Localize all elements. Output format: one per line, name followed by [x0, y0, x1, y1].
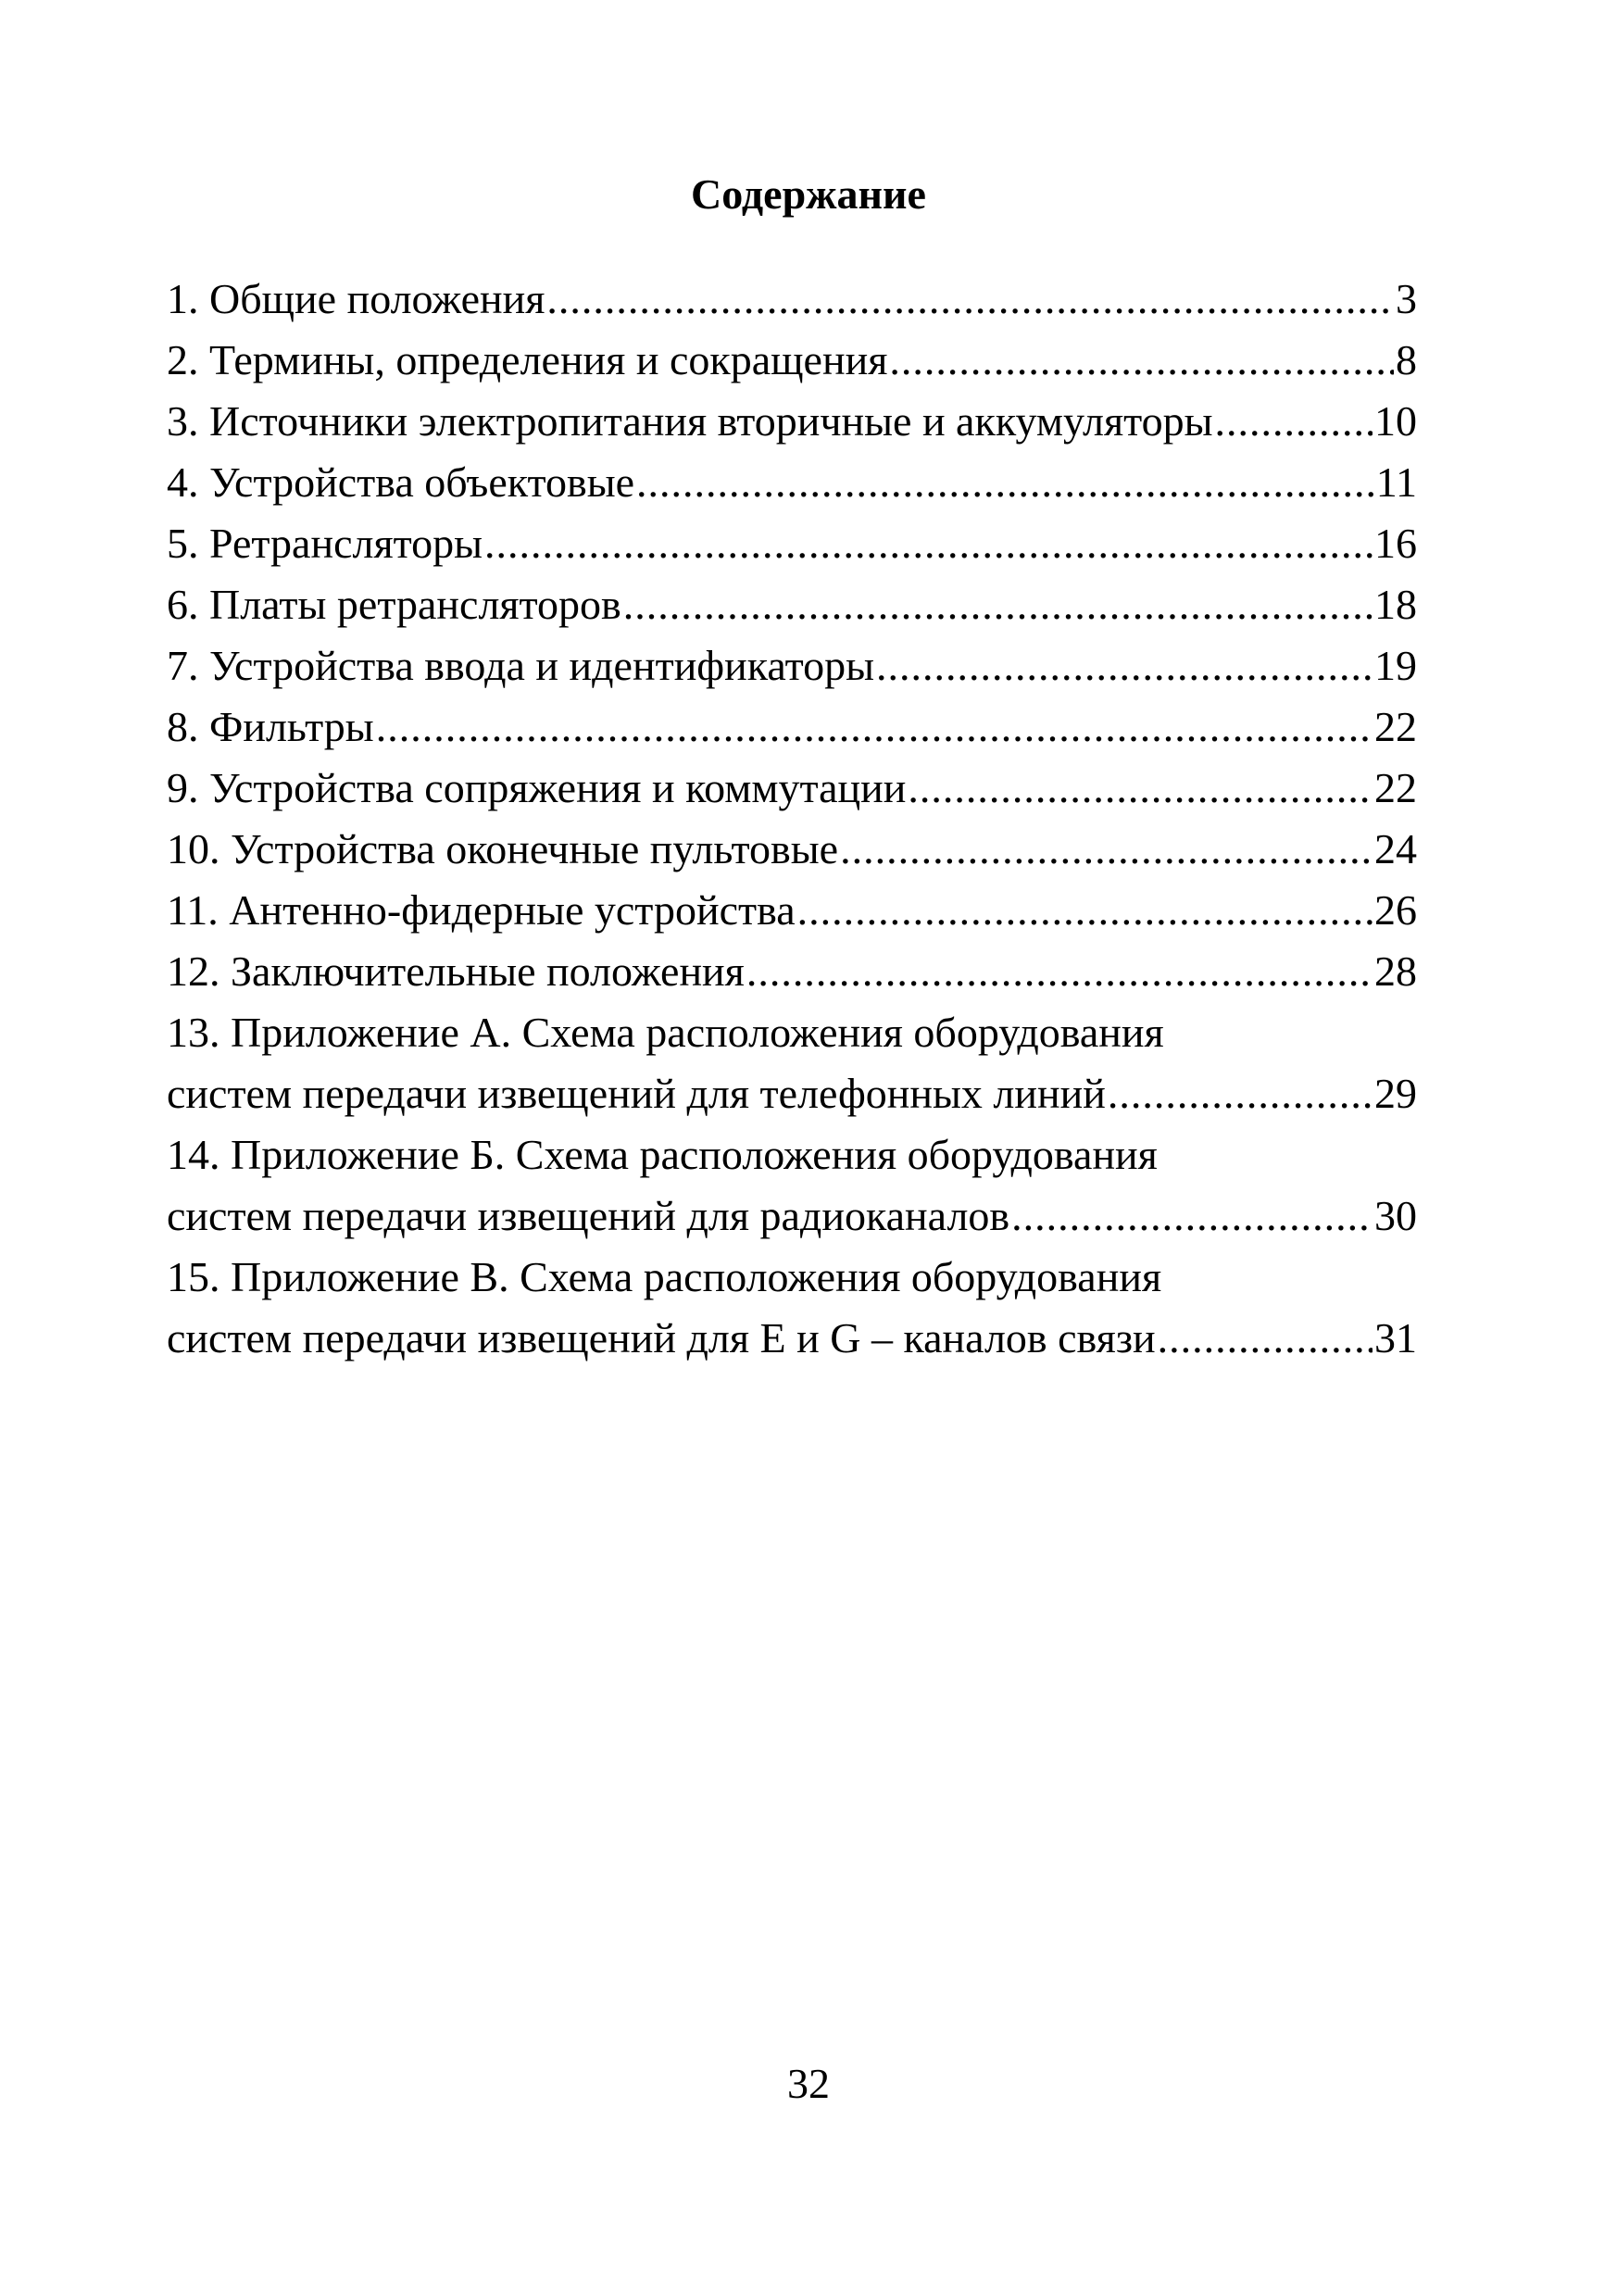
- toc-entry-10[interactable]: [167, 819, 1417, 880]
- toc-entry-page: 8: [1396, 336, 1417, 383]
- toc-entry-text: 11. Антенно-фидерные устройства: [167, 886, 796, 934]
- dot-leader: [908, 758, 1373, 819]
- toc-entry-first-line: 15. Приложение В. Схема расположения оборудования: [167, 1253, 1162, 1300]
- toc-entry-page: 30: [1374, 1192, 1417, 1239]
- dot-leader: [797, 880, 1373, 941]
- dot-leader: [840, 819, 1373, 880]
- toc-entry-6[interactable]: [167, 574, 1417, 635]
- toc-entry-text: систем передачи извещений для телефонных линий: [167, 1070, 1106, 1117]
- toc-entry-15[interactable]: [167, 1247, 1417, 1369]
- toc-entry-page: 31: [1374, 1314, 1417, 1361]
- toc-entry-2[interactable]: [167, 330, 1417, 391]
- toc-entry-page: 10: [1374, 397, 1417, 445]
- toc-entry-8[interactable]: [167, 696, 1417, 758]
- toc-entry-text: систем передачи извещений для радиоканалов: [167, 1192, 1010, 1239]
- toc-entry-text: 4. Устройства объектовые: [167, 458, 635, 506]
- toc-entry-page: 22: [1374, 703, 1417, 750]
- toc-entry-text: 8. Фильтры: [167, 703, 374, 750]
- toc-entry-text: 6. Платы ретрансляторов: [167, 581, 621, 628]
- toc-entry-4[interactable]: [167, 452, 1417, 513]
- toc-entry-1[interactable]: [167, 269, 1417, 330]
- toc-entry-3[interactable]: [167, 391, 1417, 452]
- toc-entry-page: 16: [1374, 520, 1417, 567]
- toc-entry-page: 24: [1374, 825, 1417, 872]
- toc-entry-5[interactable]: [167, 513, 1417, 574]
- dot-leader: [546, 269, 1394, 330]
- dot-leader: [1011, 1186, 1373, 1247]
- toc-entry-page: 22: [1374, 764, 1417, 811]
- toc-entry-9[interactable]: [167, 758, 1417, 819]
- toc-entry-page: 26: [1374, 886, 1417, 934]
- toc-entry-page: 29: [1374, 1070, 1417, 1117]
- dot-leader: [484, 513, 1373, 574]
- toc-entry-text: 1. Общие положения: [167, 275, 545, 322]
- toc-entry-first-line: 13. Приложение А. Схема расположения оборудования: [167, 1009, 1164, 1056]
- toc-entry-7[interactable]: [167, 635, 1417, 696]
- dot-leader: [1108, 1063, 1373, 1124]
- toc-entry-text: 7. Устройства ввода и идентификаторы: [167, 642, 875, 689]
- toc-entry-page: 11: [1375, 458, 1417, 506]
- dot-leader: [636, 452, 1374, 513]
- toc-entry-page: 3: [1396, 275, 1417, 322]
- toc-entry-text: 2. Термины, определения и сокращения: [167, 336, 888, 383]
- toc-entry-text: систем передачи извещений для E и G – каналов связи: [167, 1314, 1156, 1361]
- dot-leader: [623, 574, 1373, 635]
- table-of-contents: [167, 269, 1417, 1369]
- page-title: Содержание: [691, 170, 926, 218]
- toc-entry-11[interactable]: [167, 880, 1417, 941]
- toc-entry-page: 28: [1374, 947, 1417, 995]
- dot-leader: [746, 941, 1373, 1002]
- toc-entry-13[interactable]: [167, 1002, 1417, 1124]
- toc-entry-page: 19: [1374, 642, 1417, 689]
- toc-entry-text: 9. Устройства сопряжения и коммутации: [167, 764, 907, 811]
- toc-entry-14[interactable]: [167, 1124, 1417, 1247]
- toc-entry-first-line: 14. Приложение Б. Схема расположения оборудования: [167, 1131, 1158, 1178]
- toc-entry-text: 3. Источники электропитания вторичные и аккумуляторы: [167, 397, 1213, 445]
- toc-entry-text: 12. Заключительные положения: [167, 947, 745, 995]
- dot-leader: [1158, 1308, 1373, 1369]
- toc-entry-page: 18: [1374, 581, 1417, 628]
- dot-leader: [1215, 391, 1373, 452]
- toc-entry-text: 10. Устройства оконечные пультовые: [167, 825, 839, 872]
- toc-entry-12[interactable]: [167, 941, 1417, 1002]
- page-number: 32: [787, 2060, 830, 2107]
- dot-leader: [889, 330, 1394, 391]
- dot-leader: [876, 635, 1373, 696]
- toc-entry-text: 5. Ретрансляторы: [167, 520, 483, 567]
- dot-leader: [376, 696, 1373, 758]
